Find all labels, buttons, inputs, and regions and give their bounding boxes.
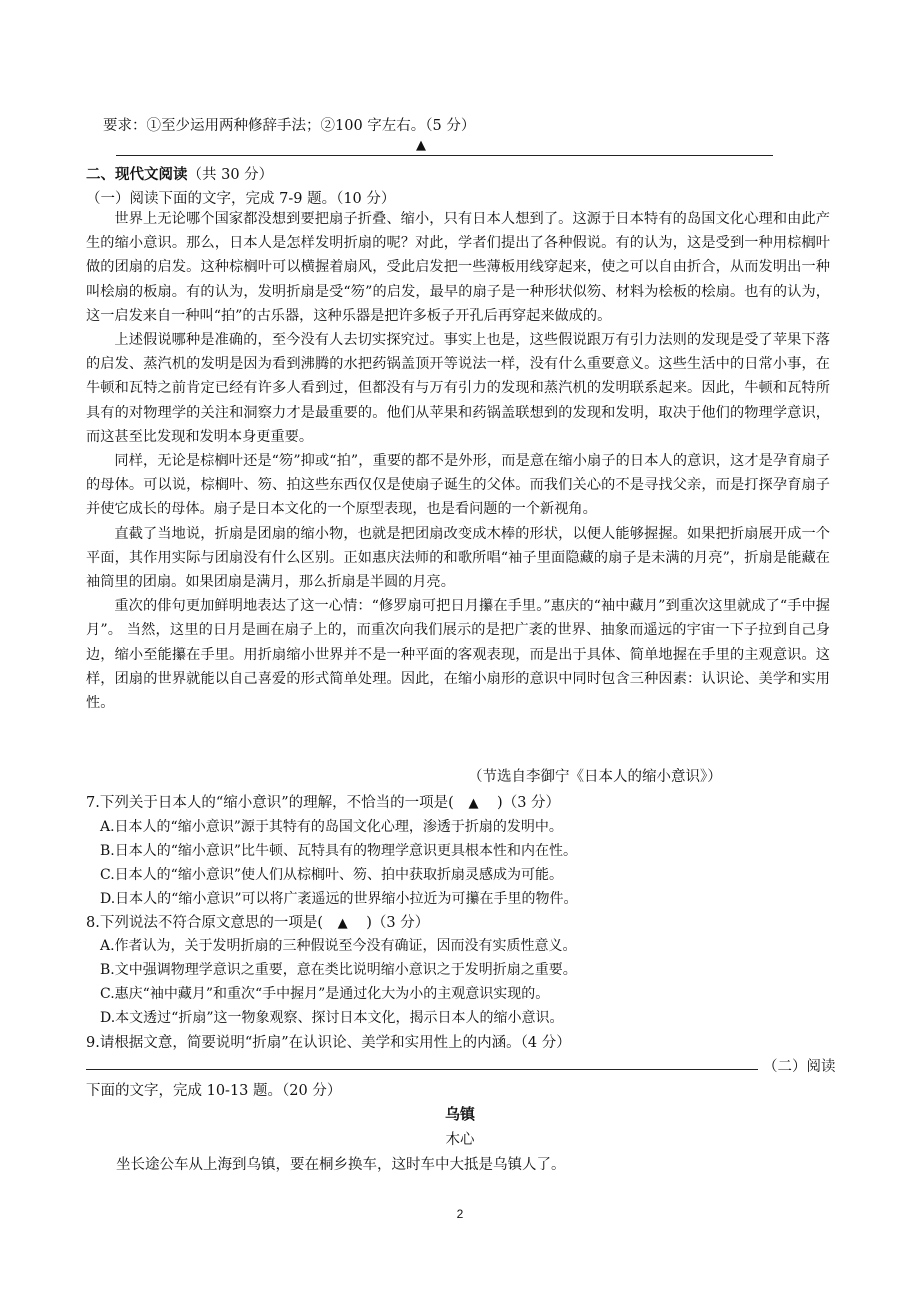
passage-paragraph-1: 世界上无论哪个国家都没想到要把扇子折叠、缩小，只有日本人想到了。这源于日本特有的岛国文化心理和由此产生的缩小意识。那么，日本人是怎样发明折扇的呢？对此，学者们提出了各种假说。有的认为，这是受到一种用棕榈叶做的团扇的启发。这种棕榈叶可以横握着扇风，受此启发把一些薄板用线穿起来，使之可以自由折合，从而发明出一种叫桧扇的板扇。有的认为，发明折扇是受“笏”的启发，最早的扇子是一种形状似笏、材料为桧板的桧扇。也有的认为，这一启发来自一种叫“拍”的古乐器，这种乐器是把许多板子开孔后再穿起来做成的。: [86, 211, 830, 324]
section-2-title: 二、现代文阅读: [86, 166, 188, 183]
section-2-points: （共 30 分）: [187, 167, 274, 183]
question-8-text: 8.下列说法不符合原文意思的一项是(: [86, 915, 323, 931]
passage-paragraph-3: 同样，无论是棕榈叶还是“笏”抑或“拍”，重要的都不是外形，而是意在缩小扇子的日本人的意识，这才是孕育扇子的母体。可以说，棕榈叶、笏、拍这些东西仅仅是使扇子诞生的父体。而我们关心的不是寻找父亲，而是打探孕育扇子并使它成长的母体。扇子是日本文化的一个原型表现，也是看问题的一个新视角。: [86, 453, 830, 518]
answer-marker-triangle-icon: ▲: [416, 138, 426, 153]
story-first-line: 坐长途公车从上海到乌镇，要在桐乡换车，这时车中大抵是乌镇人了。: [116, 1157, 566, 1173]
part-1-header: （一）阅读下面的文字，完成 7-9 题。（10 分）: [86, 191, 396, 207]
part-2-header-end: 下面的文字，完成 10-13 题。（20 分）: [86, 1083, 342, 1099]
question-8-score: )（3 分）: [366, 915, 430, 931]
passage-source: （节选自李御宁《日本人的缩小意识》）: [468, 769, 722, 785]
question-9: 9.请根据文意，简要说明“折扇”在认识论、美学和实用性上的内涵。（4 分）: [86, 1035, 571, 1051]
question-8-option-c: C.惠庆“袖中藏月”和重次“手中握月”是通过化大为小的主观意识实现的。: [100, 986, 550, 1002]
part-2-header-start: （二）阅读: [763, 1059, 836, 1075]
story-author: 木心: [445, 1132, 475, 1148]
question-8-option-d: D.本文透过“折扇”这一物象观察、探讨日本文化，揭示日本人的缩小意识。: [100, 1010, 564, 1026]
section-2-heading: [86, 163, 273, 184]
question-7-option-b: B.日本人的“缩小意识”比牛顿、瓦特具有的物理学意识更具根本性和内在性。: [100, 843, 578, 859]
passage-paragraph-2: 上述假说哪种是准确的，至今没有人去切实探究过。事实上也是，这些假说跟万有引力法则的发现是受了苹果下落的启发、蒸汽机的发明是因为看到沸腾的水把药锅盖顶开等说法一样，没有什么重要意义。这些生活中的日常小事，在牛顿和瓦特之前肯定已经有许多人看到过，但都没有与万有引力的发现和蒸汽机的发明联系起来。因此，牛顿和瓦特所具有的对物理学的关注和洞察力才是最重要的。他们从苹果和药锅盖联想到的发现和发明，取决于他们的物理学意识，而这甚至比发现和发明本身更重要。: [86, 332, 830, 445]
question-7-stem: [86, 791, 560, 812]
answer-line: [116, 155, 773, 156]
passage-paragraph-5: 重次的俳句更加鲜明地表达了这一心情：“修罗扇可把日月攥在手里。”惠庆的“袖中藏月”到重次这里就成了“手中握月”。 当然，这里的日月是画在扇子上的，而重次向我们展示的是把广袤的世界、抽象而遥远的宇宙一下子拉到自己身边，缩小至能攥在手里。用折扇缩小世界并不是一种平面的客观表现，而是出于具体、简单地握在手里的主观意识。这样，团扇的世界就能以自己喜爱的形式简单处理。因此，在缩小扇形的意识中同时包含三种因素：认识论、美学和实用性。: [86, 598, 830, 712]
question-7-text: 7.下列关于日本人的“缩小意识”的理解，不恰当的一项是(: [86, 795, 454, 811]
question-8-option-a: A.作者认为，关于发明折扇的三种假说至今没有确证，因而没有实质性意义。: [100, 938, 577, 954]
passage-paragraph-4: 直截了当地说，折扇是团扇的缩小物，也就是把团扇改变成木棒的形状，以便人能够握握。如果把折扇展开成一个平面，其作用实际与团扇没有什么区别。正如惠庆法师的和歌所唱“袖子里面隐藏的扇子是未满的月亮”，折扇是能藏在袖筒里的团扇。如果团扇是满月，那么折扇是半圆的月亮。: [86, 525, 830, 591]
question-9-answer-line: [86, 1069, 758, 1070]
question-8-stem: [86, 911, 429, 932]
question-7-option-a: A.日本人的“缩小意识”源于其特有的岛国文化心理，渗透于折扇的发明中。: [100, 819, 563, 835]
page-number: 2: [456, 1207, 464, 1221]
reading-passage: [86, 207, 830, 715]
question-8-answer-marker-icon: ▲: [337, 916, 348, 931]
question-7-score: )（3 分）: [497, 795, 561, 811]
writing-requirement: 要求：①至少运用两种修辞手法；②100 字左右。（5 分）: [103, 118, 476, 134]
question-7-option-d: D.日本人的“缩小意识”可以将广袤遥远的世界缩小拉近为可攥在手里的物件。: [100, 891, 578, 907]
story-title: 乌镇: [444, 1105, 475, 1123]
question-8-option-b: B.文中强调物理学意识之重要，意在类比说明缩小意识之于发明折扇之重要。: [100, 962, 577, 978]
question-7-answer-marker-icon: ▲: [468, 796, 479, 811]
question-7-option-c: C.日本人的“缩小意识”使人们从棕榈叶、笏、拍中获取折扇灵感成为可能。: [100, 867, 563, 883]
